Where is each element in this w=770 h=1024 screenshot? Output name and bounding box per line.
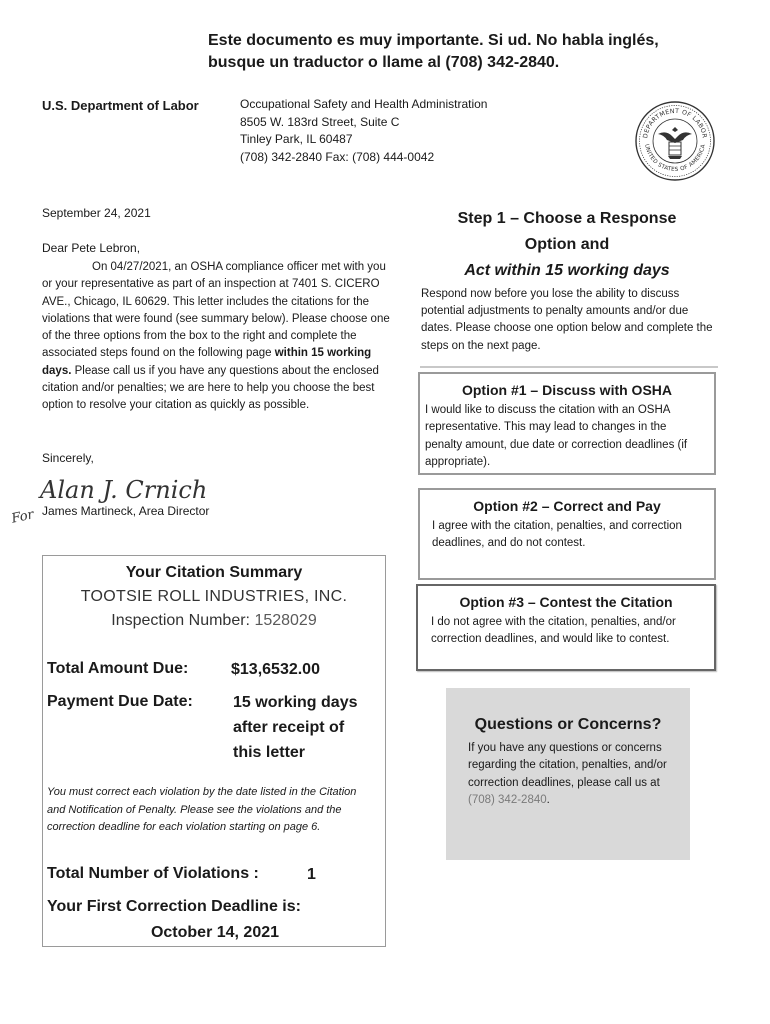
- questions-phone-link[interactable]: (708) 342-2840: [468, 793, 547, 806]
- language-notice-line-2: busque un traductor o llame al (708) 342-2840.: [208, 54, 560, 71]
- total-amount-label: Total Amount Due:: [47, 660, 189, 677]
- seal-bottom-text: UNITED STATES OF AMERICA: [643, 143, 707, 174]
- letter-body-emphasis: within 15 working days.: [42, 347, 372, 377]
- deadline-value: October 14, 2021: [150, 924, 280, 941]
- option-3-title: Option #3 – Contest the Citation: [459, 594, 673, 610]
- letter-salutation: Dear Pete Lebron,: [42, 241, 141, 255]
- payment-due-value: [233, 690, 358, 765]
- signer-name: James Martineck, Area Director: [42, 504, 210, 518]
- citation-summary-box: [42, 555, 386, 947]
- seal-top-text: DEPARTMENT OF LABOR: [642, 107, 708, 139]
- questions-box: [446, 688, 690, 860]
- questions-body: If you have any questions or concerns regarding the citation, penalties, and/or correction deadlines, please call us at: [468, 742, 667, 789]
- option-3-box[interactable]: [416, 584, 716, 671]
- language-notice: [208, 30, 678, 74]
- total-amount-value: $13,6532.00: [231, 661, 320, 678]
- inspection-number: [43, 612, 385, 630]
- letter-body-text: On 04/27/2021, an OSHA compliance officer met with you or your representative as part of an inspection at 7401 S. CICERO AVE., Chicago, IL 60629. This letter includes the citations for the violations that were found (see summary below). Please choose one of the three options from the box to the right and complete the associated steps found on the following page: [42, 261, 390, 360]
- section-divider: [420, 366, 718, 368]
- payment-due-line-1: 15 working days: [233, 694, 358, 711]
- questions-end: .: [546, 793, 550, 806]
- letter-body-closing-text: Please call us if you have any questions about the enclosed citation and/or penalties; we are here to help you choose the best option to resolve your citation as quickly as possible.: [42, 364, 379, 412]
- signature-for-text: For: [10, 507, 36, 527]
- department-seal-icon: [634, 100, 716, 182]
- option-1-text: I would like to discuss the citation with an OSHA representative. This may lead to changes in the penalty amount, due date or correction deadlines (if appropriate).: [425, 404, 688, 468]
- step-instructions: Respond now before you lose the ability to discuss potential adjustments to penalty amounts and/or due dates. Please choose one option below and complete the steps on the next page.: [421, 288, 713, 352]
- letter-body: [42, 259, 392, 415]
- questions-text: [468, 740, 680, 809]
- option-2-title: Option #2 – Correct and Pay: [473, 498, 661, 514]
- payment-due-line-2: after receipt of: [233, 719, 345, 736]
- department-name: U.S. Department of Labor: [42, 98, 199, 113]
- option-1-box[interactable]: [418, 372, 716, 475]
- letter-date: September 24, 2021: [42, 206, 151, 220]
- language-notice-line-1: Este documento es muy importante. Si ud. No habla inglés,: [208, 32, 659, 49]
- inspection-value: 1528029: [254, 612, 317, 629]
- option-2-text: I agree with the citation, penalties, and correction deadlines, and do not contest.: [432, 520, 682, 550]
- address-line-phone: (708) 342-2840 Fax: (708) 444-0042: [240, 149, 435, 164]
- agency-address: [240, 96, 487, 166]
- handwritten-signature: [8, 470, 228, 530]
- questions-title: Questions or Concerns?: [474, 716, 662, 733]
- deadline-label: Your First Correction Deadline is:: [47, 898, 301, 915]
- address-line-city: Tinley Park, IL 60487: [240, 132, 353, 146]
- step-heading: [420, 206, 714, 284]
- address-line-street: 8505 W. 183rd Street, Suite C: [240, 114, 400, 129]
- violations-label: Total Number of Violations :: [47, 865, 259, 882]
- option-3-text: I do not agree with the citation, penalties, and/or correction deadlines, and would like to contest.: [431, 616, 676, 646]
- correction-note: You must correct each violation by the date listed in the Citation and Notification of Penalty. Please see the violations and the correction deadline for each violation starting on page 6.: [47, 786, 357, 833]
- summary-title: Your Citation Summary: [125, 564, 303, 581]
- inspection-label: Inspection Number:: [111, 612, 255, 629]
- letter-closing: Sincerely,: [42, 451, 94, 465]
- step-heading-line-3: Act within 15 working days: [464, 262, 670, 279]
- option-2-box[interactable]: [418, 488, 716, 580]
- step-heading-line-2: Option and: [524, 236, 610, 253]
- option-1-title: Option #1 – Discuss with OSHA: [461, 382, 673, 398]
- payment-due-label: Payment Due Date:: [47, 693, 193, 710]
- address-line-agency: Occupational Safety and Health Administration: [240, 97, 488, 111]
- payment-due-line-3: this letter: [233, 744, 306, 761]
- violations-value: 1: [307, 866, 316, 883]
- step-heading-line-1: Step 1 – Choose a Response: [457, 210, 677, 227]
- company-name: TOOTSIE ROLL INDUSTRIES, INC.: [80, 588, 348, 605]
- signature-text: Alan J. Crnich: [40, 476, 208, 504]
